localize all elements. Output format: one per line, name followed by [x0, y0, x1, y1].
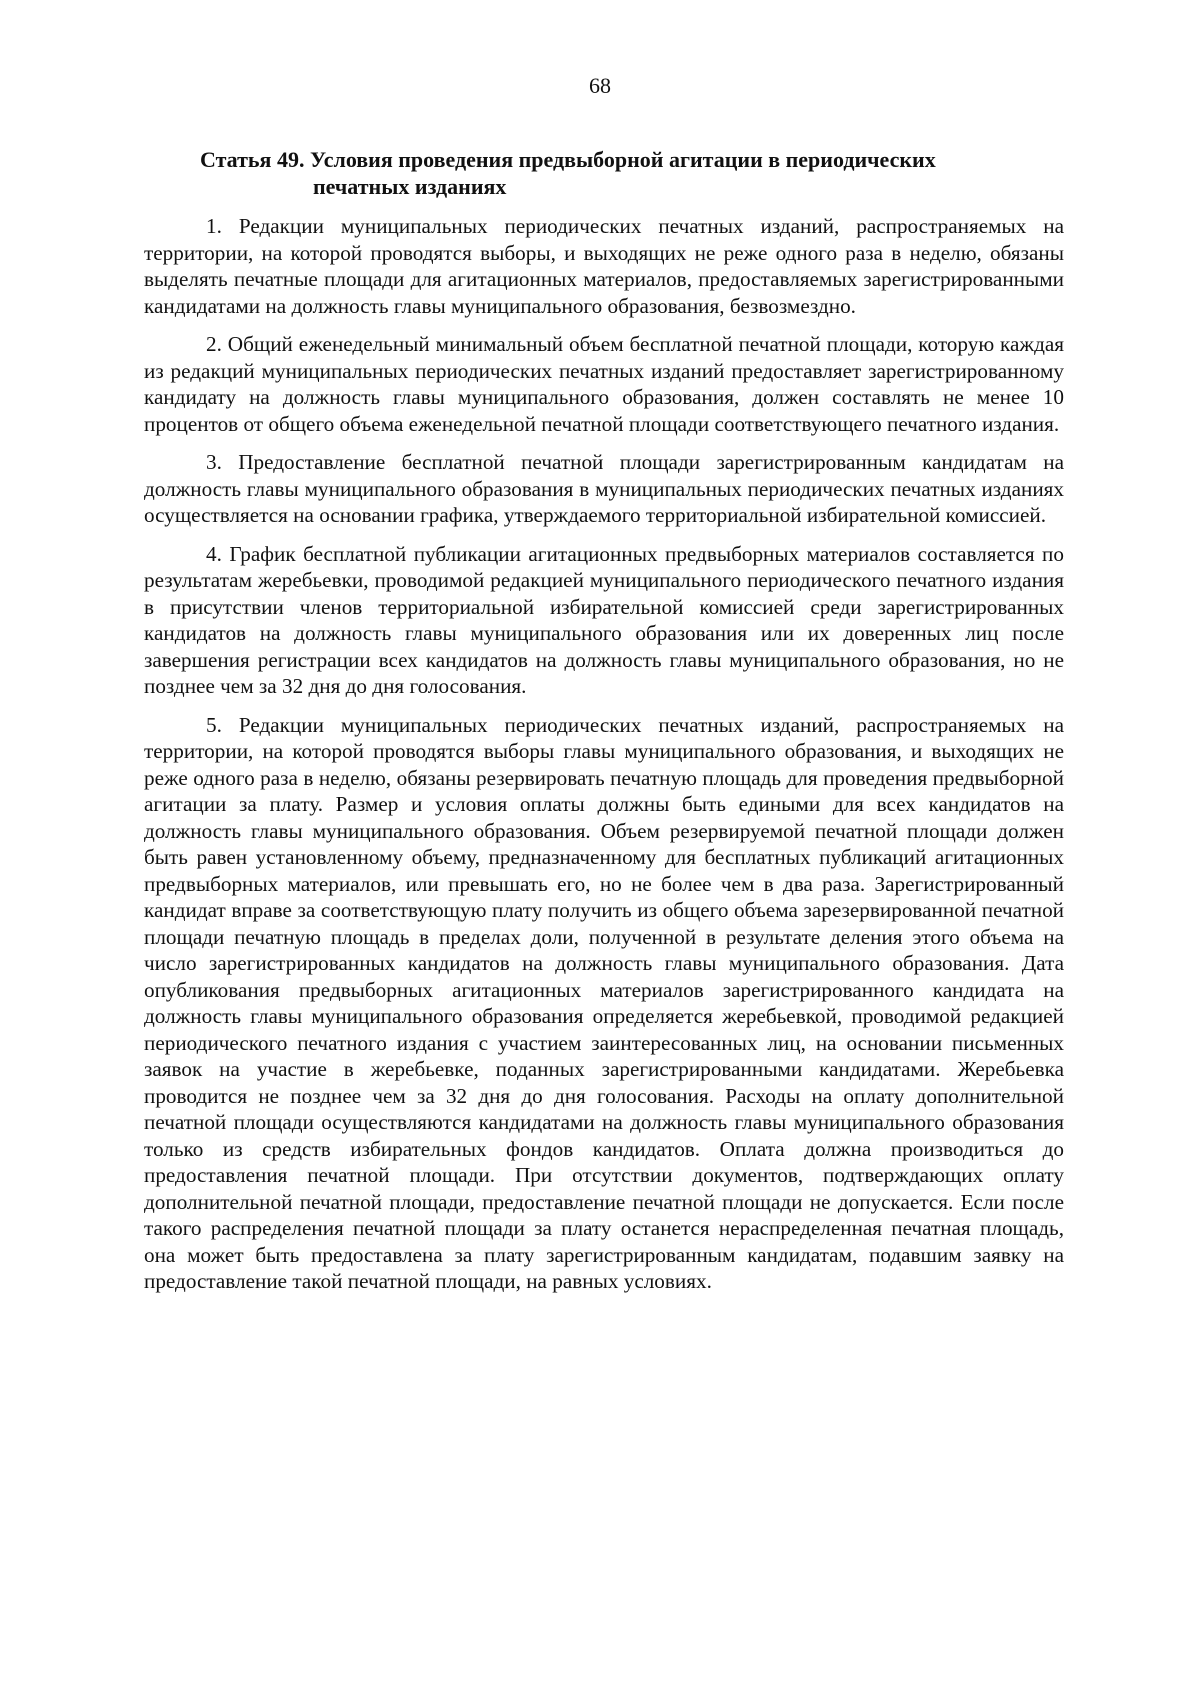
paragraph-4: 4. График бесплатной публикации агитационных предвыборных материалов составляется по результатам жеребьевки, проводимой редакцией муниципального периодического печатного издания в присутствии членов территориальной избирательной комиссией среди зарегистрированных кандидатов на должность главы муниципального образования или их доверенных лиц после завершения регистрации всех кандидатов на должность главы муниципального образования, но не позднее чем за 32 дня до дня голосования.	[144, 541, 1064, 698]
article-title	[200, 146, 1030, 200]
paragraph-5: 5. Редакции муниципальных периодических печатных изданий, распространяемых на территории, на которой проводятся выборы главы муниципального образования, и выходящих не реже одного раза в неделю, обязаны резервировать печатную площадь для проведения предвыборной агитации за плату. Размер и условия оплаты должны быть едиными для всех кандидатов на должность главы муниципального образования. Объем резервируемой печатной площади должен быть равен установленному объему, предназначенному для бесплатных публикаций агитационных предвыборных материалов, или превышать его, но не более чем в два раза. Зарегистрированный кандидат вправе за соответствующую плату получить из общего объема зарезервированной печатной площади печатную площадь в пределах доли, полученной в результате деления этого объема на число зарегистрированных кандидатов на должность главы муниципального образования. Дата опубликования предвыборных агитационных материалов зарегистрированного кандидата на должность главы муниципального образования определяется жеребьевкой, проводимой редакцией периодического печатного издания с участием заинтересованных лиц, на основании письменных заявок на участие в жеребьевке, поданных зарегистрированными кандидатами. Жеребьевка проводится не позднее чем за 32 дня до дня голосования. Расходы на оплату дополнительной печатной площади осуществляются кандидатами на должность главы муниципального образования только из средств избирательных фондов кандидатов. Оплата должна производиться до предоставления печатной площади. При отсутствии документов, подтверждающих оплату дополнительной печатной площади, предоставление печатной площади не допускается. Если после такого распределения печатной площади за плату останется нераспределенная печатная площадь, она может быть предоставлена за плату зарегистрированным кандидатам, подавшим заявку на предоставление такой печатной площади, на равных условиях.	[144, 712, 1064, 1293]
paragraph-3: 3. Предоставление бесплатной печатной площади зарегистрированным кандидатам на должность главы муниципального образования в муниципальных периодических печатных изданиях осуществляется на основании графика, утверждаемого территориальной избирательной комиссией.	[144, 450, 1064, 527]
page-number: 68	[589, 73, 611, 98]
article-title-line-2: печатных изданиях	[313, 174, 507, 199]
article-title-line-1: Статья 49. Условия проведения предвыборной агитации в периодических	[200, 147, 936, 172]
article-body	[144, 213, 1064, 1307]
paragraph-2: 2. Общий еженедельный минимальный объем бесплатной печатной площади, которую каждая из редакций муниципальных периодических печатных изданий предоставляет зарегистрированному кандидату на должность главы муниципального образования, должен составлять не менее 10 процентов от общего объема еженедельной печатной площади соответствующего печатного издания.	[144, 332, 1064, 436]
paragraph-1: 1. Редакции муниципальных периодических печатных изданий, распространяемых на территории, на которой проводятся выборы, и выходящих не реже одного раза в неделю, обязаны выделять печатные площади для агитационных материалов, предоставляемых зарегистрированными кандидатами на должность главы муниципального образования, безвозмездно.	[144, 214, 1064, 318]
